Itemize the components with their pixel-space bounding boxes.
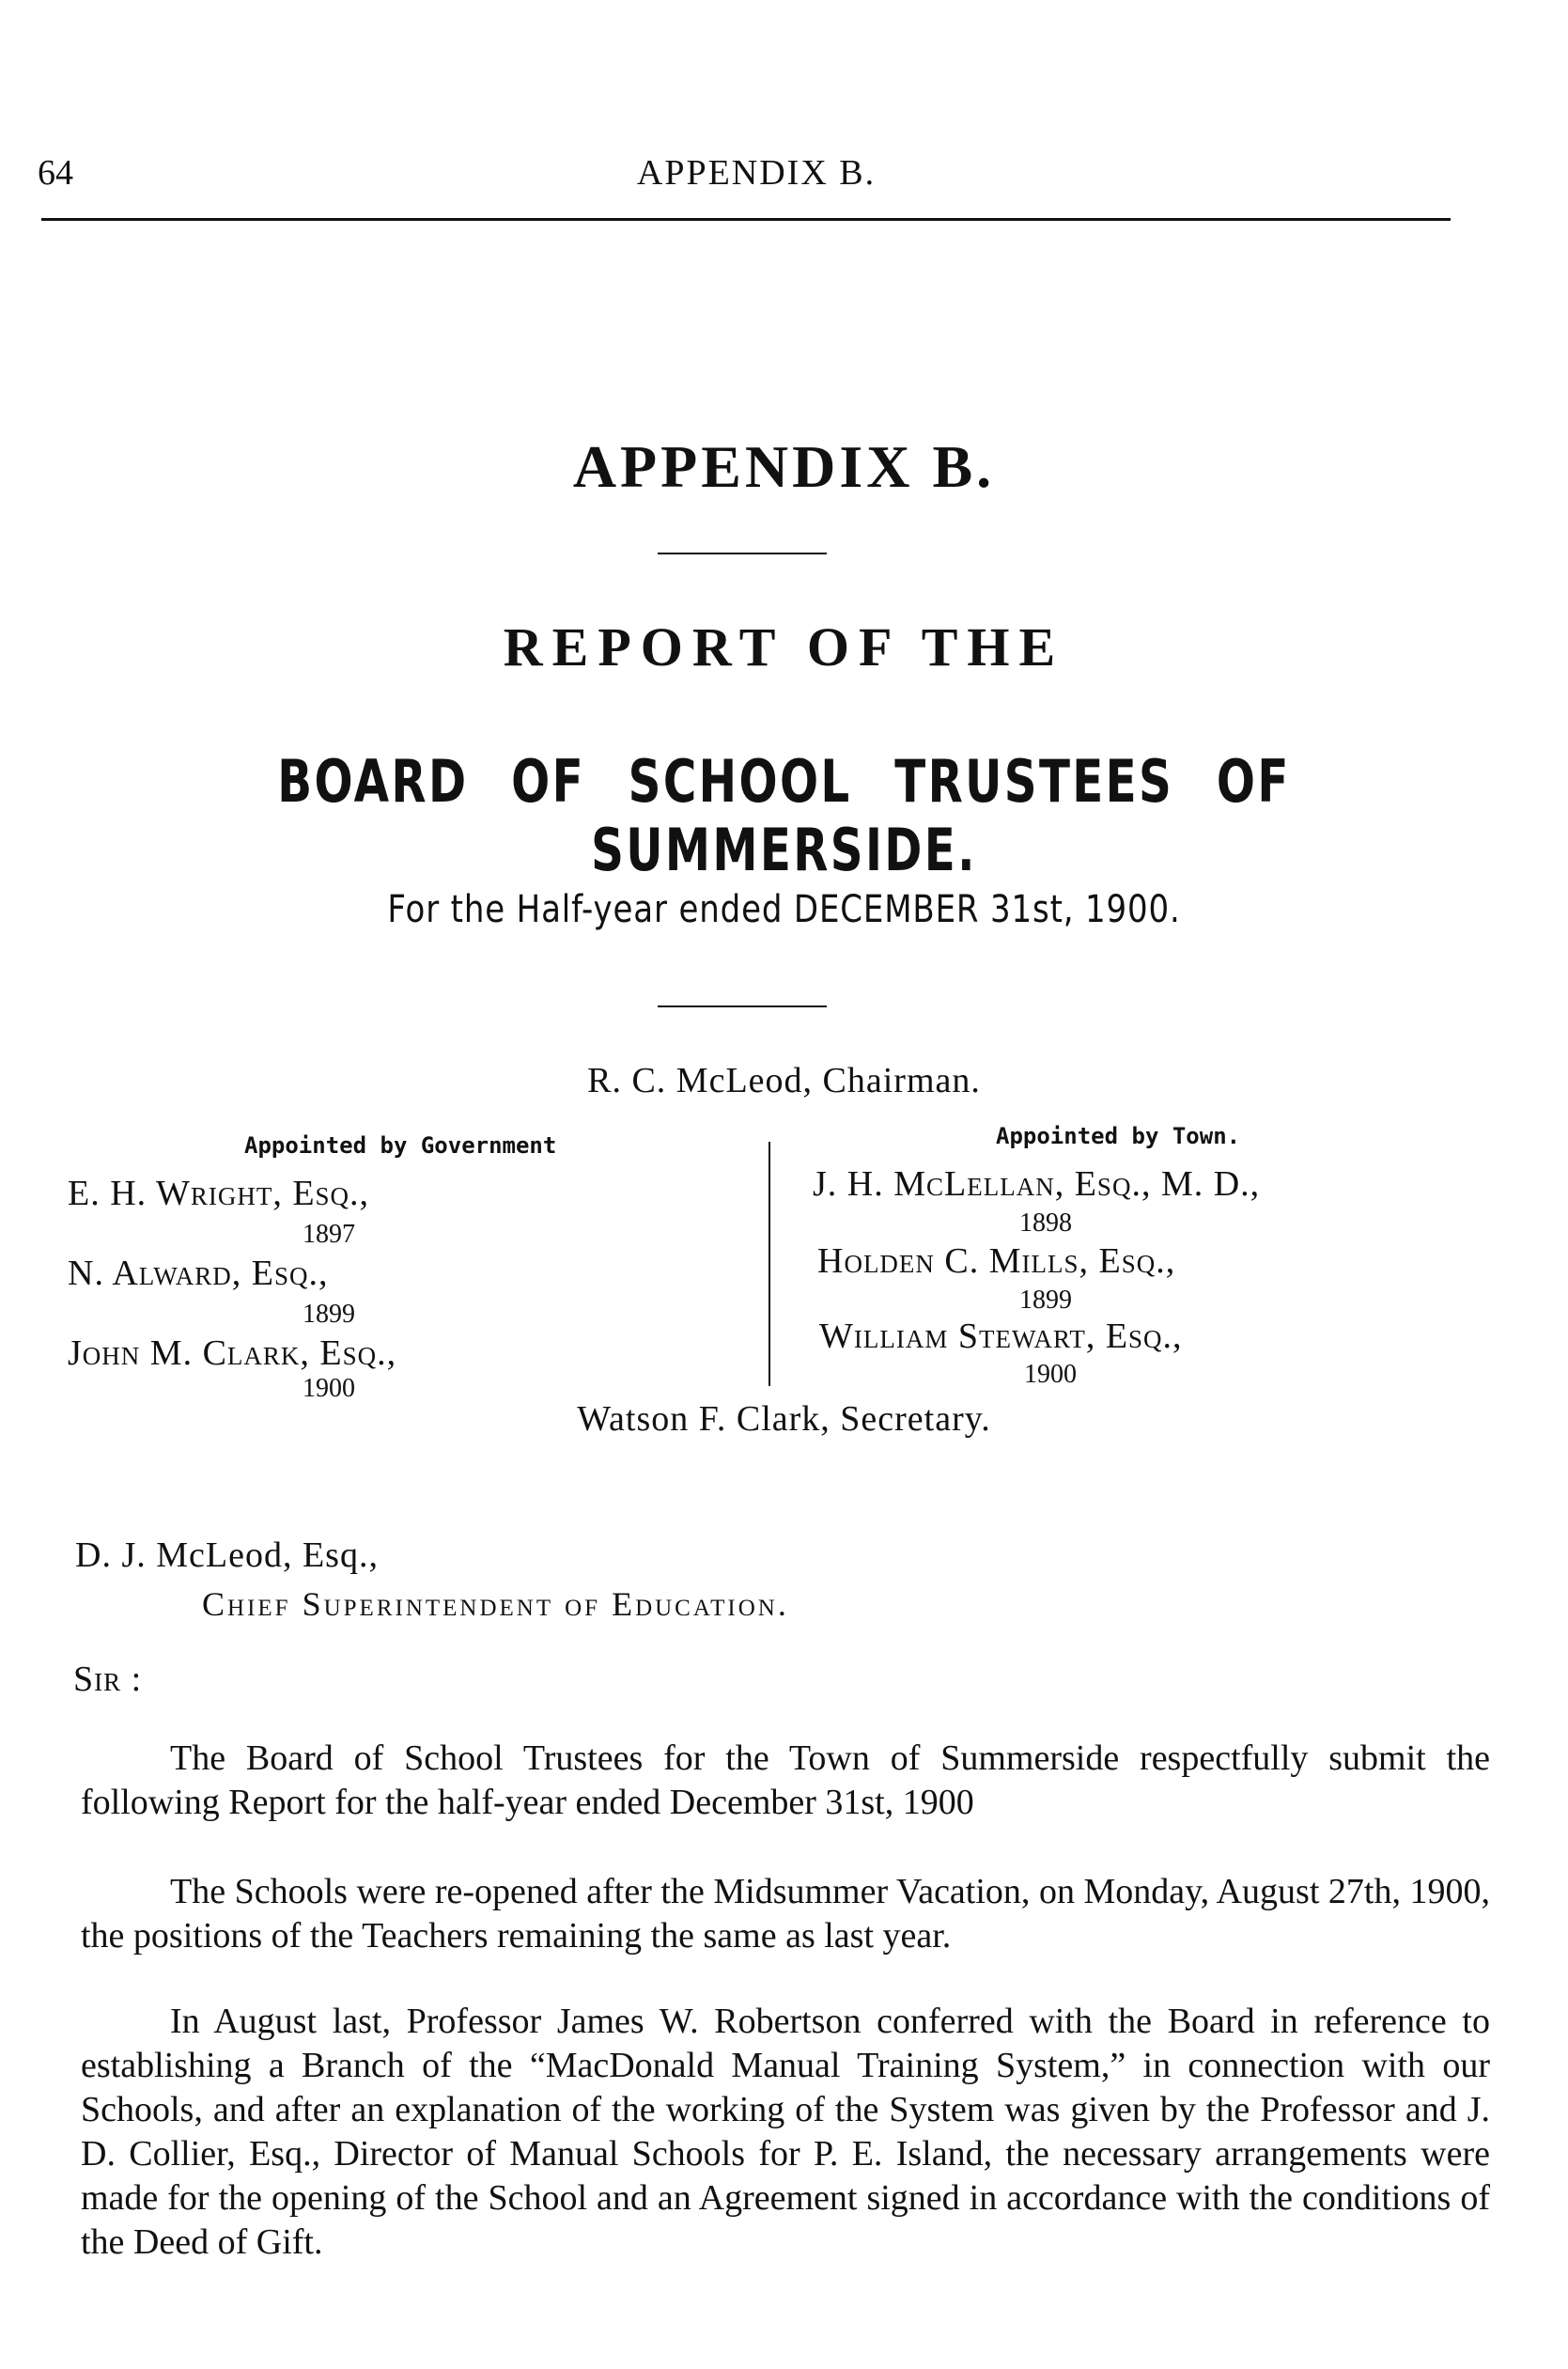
government-member-name: N. Alward, Esq., bbox=[68, 1254, 329, 1293]
salutation: Sir : bbox=[73, 1660, 143, 1699]
board-heading: BOARD OF SCHOOL TRUSTEES OF SUMMERSIDE. bbox=[277, 747, 1291, 884]
government-column-heading: Appointed by Government bbox=[244, 1132, 557, 1159]
government-member-name: John M. Clark, Esq., bbox=[68, 1333, 397, 1373]
town-member-year: 1898 bbox=[1019, 1208, 1072, 1238]
running-header bbox=[38, 152, 1475, 209]
appendix-title: APPENDIX B. bbox=[572, 433, 996, 500]
body-paragraph: In August last, Professor James W. Robertson conferred with the Board in reference to establishing a Branch of the “MacDonald Manual Training System,” in connection with our Schools, and after an explanation of the working of the System was given by the Professor and J. D. Collier, Esq., Director of Manual Schools for P. E. Island, the necessary arrangements were made for the opening of the School and an Agreement signed in accordance with the conditions of the Deed of Gift. bbox=[81, 2002, 1490, 2262]
report-of-heading: REPORT OF THE bbox=[503, 616, 1065, 678]
addressee-title: Chief Superintendent of Education. bbox=[202, 1585, 789, 1623]
column-divider bbox=[768, 1142, 770, 1386]
government-member-year: 1900 bbox=[303, 1374, 355, 1403]
town-member-name: Holden C. Mills, Esq., bbox=[817, 1241, 1176, 1281]
title-rule bbox=[658, 553, 827, 554]
period-line: For the Half-year ended DECEMBER 31st, 1900. bbox=[387, 888, 1181, 931]
town-member-name: William Stewart, Esq., bbox=[819, 1317, 1183, 1356]
town-member-year: 1899 bbox=[1019, 1286, 1072, 1315]
town-member-name: J. H. McLellan, Esq., M. D., bbox=[813, 1164, 1261, 1204]
header-rule bbox=[41, 218, 1451, 221]
government-member-year: 1899 bbox=[303, 1300, 355, 1329]
body-paragraph: The Board of School Trustees for the Town of Summerside respectfully submit the following Report for the half-year ended December 31st, 1900 bbox=[81, 1738, 1490, 1822]
government-member-year: 1897 bbox=[303, 1220, 355, 1249]
running-title: APPENDIX B. bbox=[636, 153, 877, 193]
government-member-name: E. H. Wright, Esq., bbox=[68, 1174, 370, 1213]
page-number: 64 bbox=[38, 153, 73, 193]
secretary-line: Watson F. Clark, Secretary. bbox=[577, 1399, 991, 1439]
period-rule bbox=[658, 1005, 827, 1007]
addressee-name: D. J. McLeod, Esq., bbox=[75, 1535, 379, 1575]
town-member-year: 1900 bbox=[1024, 1360, 1077, 1389]
chairman-line: R. C. McLeod, Chairman. bbox=[587, 1061, 981, 1100]
town-column-heading: Appointed by Town. bbox=[996, 1123, 1241, 1149]
body-paragraph: The Schools were re-opened after the Midsummer Vacation, on Monday, August 27th, 1900, the positions of the Teachers remaining the same as last year. bbox=[81, 1872, 1490, 1956]
